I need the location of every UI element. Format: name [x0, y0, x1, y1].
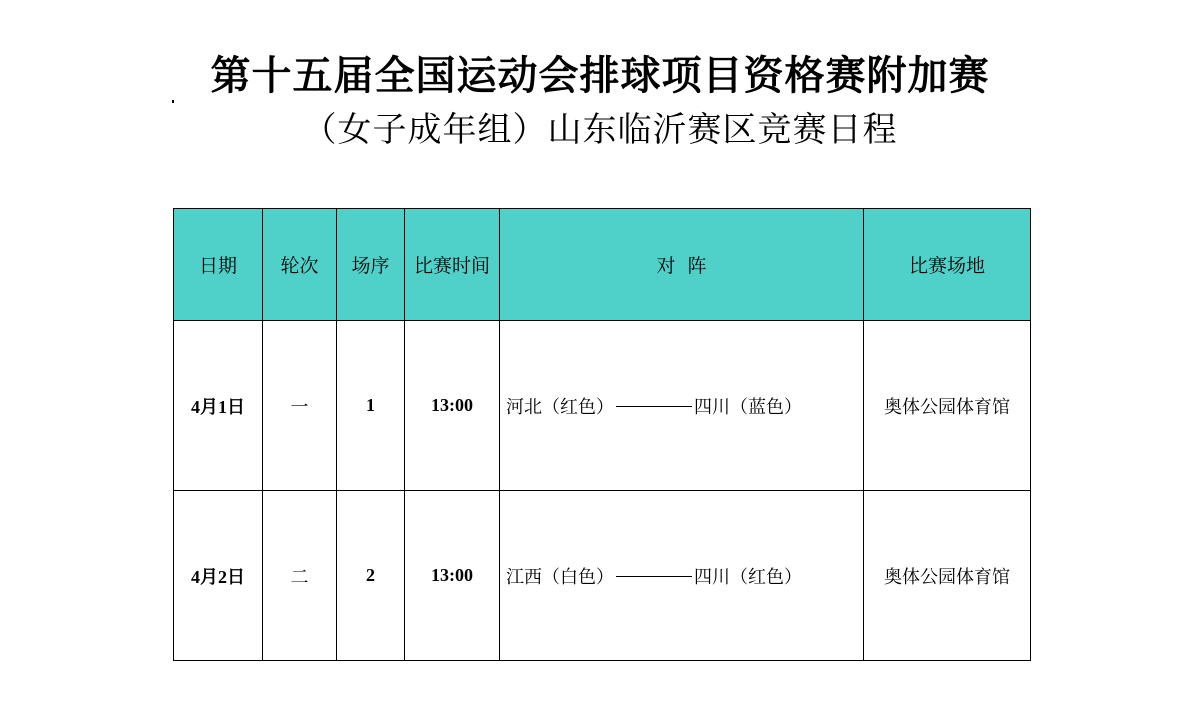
header-matchup: 对 阵	[500, 209, 864, 321]
cell-date: 4月2日	[174, 491, 263, 661]
header-venue: 比赛场地	[864, 209, 1031, 321]
team-b: 四川（蓝色）	[694, 396, 802, 418]
cell-matchup	[500, 491, 864, 661]
cell-round: 二	[263, 491, 337, 661]
header-round: 轮次	[263, 209, 337, 321]
cell-venue: 奥体公园体育馆	[864, 491, 1031, 661]
cell-match-time: 13:00	[405, 321, 500, 491]
team-a: 江西（白色）	[506, 566, 614, 588]
versus-line	[616, 406, 692, 407]
table-row	[174, 321, 1031, 491]
cell-matchup	[500, 321, 864, 491]
table-header-row	[174, 209, 1031, 321]
header-date: 日期	[174, 209, 263, 321]
team-a: 河北（红色）	[506, 396, 614, 418]
cell-round: 一	[263, 321, 337, 491]
cell-match-number: 2	[337, 491, 405, 661]
schedule-table	[173, 208, 1031, 661]
cell-venue: 奥体公园体育馆	[864, 321, 1031, 491]
cell-match-time: 13:00	[405, 491, 500, 661]
header-match-number: 场序	[337, 209, 405, 321]
cell-match-number: 1	[337, 321, 405, 491]
stray-mark	[172, 100, 174, 103]
page-title: 第十五届全国运动会排球项目资格赛附加赛	[210, 52, 990, 99]
table-row	[174, 491, 1031, 661]
team-b: 四川（红色）	[694, 566, 802, 588]
header-match-time: 比赛时间	[405, 209, 500, 321]
page-subtitle: （女子成年组）山东临沂赛区竞赛日程	[302, 110, 898, 150]
cell-date: 4月1日	[174, 321, 263, 491]
versus-line	[616, 576, 692, 577]
